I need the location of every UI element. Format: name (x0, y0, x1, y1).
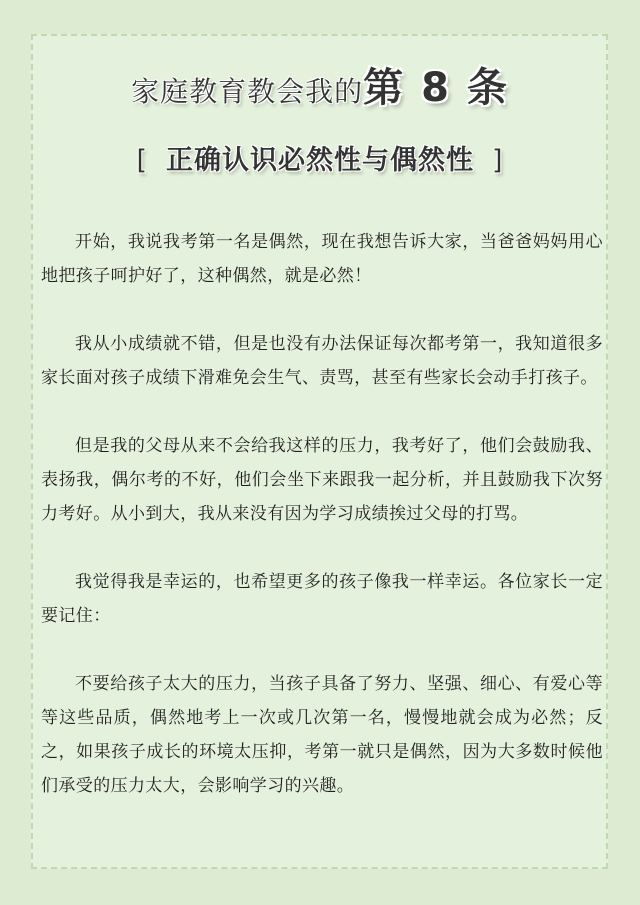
paragraph-4: 我觉得我是幸运的，也希望更多的孩子像我一样幸运。各位家长一定要记住： (41, 572, 603, 626)
title-number: 第 8 条 (363, 65, 509, 111)
paragraph-1: 开始，我说我考第一名是偶然，现在我想告诉大家，当爸爸妈妈用心地把孩子呵护好了，这种偶然，就是必然！ (41, 232, 603, 286)
title-prefix: 家庭教育教会我的 (131, 75, 364, 108)
paragraph-3: 但是我的父母从来不会给我这样的压力，我考好了，他们会鼓励我、表扬我，偶尔考的不好，他们会坐下来跟我一起分析，并且鼓励我下次努力考好。从小到大，我从来没有因为学习成绩挨过父母的打骂。 (41, 436, 603, 524)
paragraph-2: 我从小成绩就不错，但是也没有办法保证每次都考第一，我知道很多家长面对孩子成绩下滑难免会生气、责骂，甚至有些家长会动手打孩子。 (41, 334, 603, 388)
subtitle-text: 正确认识必然性与偶然性 (166, 145, 474, 176)
article-body (41, 225, 603, 837)
subtitle-close-bracket: ] (492, 145, 504, 176)
paragraph-5: 不要给孩子太大的压力，当孩子具备了努力、坚强、细心、有爱心等等这些品质，偶然地考上一次或几次第一名，慢慢地就会成为必然；反之，如果孩子成长的环境太压抑，考第一就只是偶然，因为大多数时候他们承受的压力太大，会影响学习的兴趣。 (41, 674, 603, 796)
page-title (0, 56, 640, 113)
page-subtitle (0, 138, 640, 177)
subtitle-open-bracket: [ (136, 145, 148, 176)
